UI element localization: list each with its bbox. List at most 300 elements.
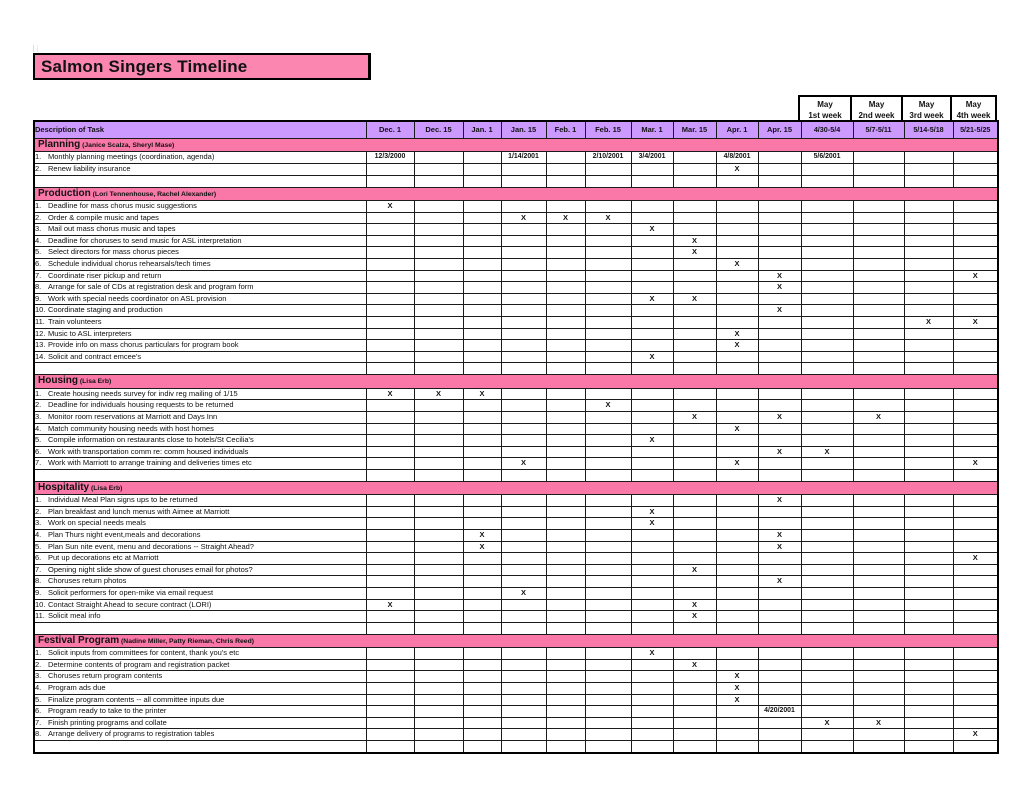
task-number: 3. <box>35 411 42 421</box>
empty-cell <box>853 495 904 507</box>
empty-cell <box>366 576 414 588</box>
mark-cell: X <box>758 305 801 317</box>
empty-cell <box>546 411 585 423</box>
task-cell <box>34 400 366 412</box>
empty-cell <box>953 671 998 683</box>
spacer-row <box>34 363 998 375</box>
empty-cell <box>758 659 801 671</box>
mark-cell: X <box>631 224 673 236</box>
empty-cell <box>904 446 953 458</box>
empty-cell <box>631 458 673 470</box>
task-label: Individual Meal Plan signs ups to be returned <box>48 495 198 505</box>
section-header-row <box>34 375 998 388</box>
empty-cell <box>366 683 414 695</box>
empty-cell <box>904 671 953 683</box>
empty-cell <box>758 435 801 447</box>
task-row <box>34 446 998 458</box>
section-name: Housing <box>38 375 78 387</box>
empty-cell <box>853 152 904 164</box>
empty-cell <box>904 258 953 270</box>
empty-cell <box>716 235 758 247</box>
empty-cell <box>904 729 953 741</box>
empty-cell <box>953 400 998 412</box>
empty-cell <box>758 458 801 470</box>
task-label: Opening night slide show of guest choruses email for photos? <box>48 564 253 574</box>
task-label: Train volunteers <box>48 316 102 326</box>
task-cell <box>34 683 366 695</box>
empty-cell <box>801 411 853 423</box>
task-row <box>34 212 998 224</box>
task-cell <box>34 247 366 259</box>
task-cell <box>34 388 366 400</box>
empty-cell <box>716 495 758 507</box>
empty-cell <box>801 506 853 518</box>
task-row <box>34 235 998 247</box>
task-row <box>34 224 998 236</box>
empty-cell <box>904 576 953 588</box>
task-cell <box>34 152 366 164</box>
empty-cell <box>501 553 546 565</box>
mark-cell: X <box>673 411 716 423</box>
task-row <box>34 305 998 317</box>
task-row <box>34 648 998 660</box>
empty-cell <box>585 435 631 447</box>
empty-cell <box>366 446 414 458</box>
empty-cell <box>716 247 758 259</box>
empty-cell <box>758 553 801 565</box>
empty-cell <box>546 152 585 164</box>
empty-cell <box>801 671 853 683</box>
empty-cell <box>673 576 716 588</box>
task-number: 5. <box>35 247 42 257</box>
empty-cell <box>716 541 758 553</box>
task-cell <box>34 212 366 224</box>
empty-cell <box>758 164 801 176</box>
empty-cell <box>853 576 904 588</box>
empty-cell <box>546 270 585 282</box>
empty-cell <box>414 175 463 187</box>
empty-cell <box>463 363 501 375</box>
empty-cell <box>463 235 501 247</box>
empty-cell <box>758 683 801 695</box>
task-row <box>34 530 998 542</box>
empty-cell <box>546 564 585 576</box>
task-cell <box>34 446 366 458</box>
empty-cell <box>631 622 673 634</box>
column-header: Jan. 1 <box>463 121 501 139</box>
empty-cell <box>501 340 546 352</box>
empty-cell <box>758 235 801 247</box>
may-week-label: 1st week <box>808 111 842 120</box>
empty-cell <box>673 518 716 530</box>
empty-cell <box>904 530 953 542</box>
empty-cell <box>801 175 853 187</box>
empty-cell <box>631 706 673 718</box>
empty-cell <box>463 694 501 706</box>
empty-cell <box>366 235 414 247</box>
empty-cell <box>801 258 853 270</box>
empty-cell <box>758 212 801 224</box>
empty-cell <box>904 152 953 164</box>
task-number: 10. <box>35 599 46 609</box>
empty-cell <box>631 340 673 352</box>
task-row <box>34 518 998 530</box>
task-cell <box>34 648 366 660</box>
task-label: Contact Straight Ahead to secure contract (LORI) <box>48 599 212 609</box>
mark-cell: X <box>501 588 546 600</box>
empty-cell <box>34 622 366 634</box>
empty-cell <box>758 506 801 518</box>
empty-cell <box>585 340 631 352</box>
empty-cell <box>414 164 463 176</box>
task-number: 6. <box>35 706 42 716</box>
mark-cell: X <box>953 458 998 470</box>
empty-cell <box>463 458 501 470</box>
empty-cell <box>414 282 463 294</box>
empty-cell <box>463 247 501 259</box>
task-row <box>34 351 998 363</box>
empty-cell <box>801 282 853 294</box>
task-row <box>34 706 998 718</box>
timeline-table <box>33 120 999 754</box>
empty-cell <box>585 706 631 718</box>
empty-cell <box>366 694 414 706</box>
empty-cell <box>801 458 853 470</box>
task-row <box>34 423 998 435</box>
empty-cell <box>953 706 998 718</box>
task-cell <box>34 694 366 706</box>
empty-cell <box>758 740 801 753</box>
empty-cell <box>546 541 585 553</box>
empty-cell <box>758 388 801 400</box>
empty-cell <box>631 694 673 706</box>
mark-cell: X <box>758 541 801 553</box>
empty-cell <box>366 740 414 753</box>
empty-cell <box>546 518 585 530</box>
may-month-label: May <box>817 100 833 109</box>
mark-cell: X <box>758 530 801 542</box>
empty-cell <box>546 671 585 683</box>
empty-cell <box>953 435 998 447</box>
empty-cell <box>758 671 801 683</box>
empty-cell <box>366 495 414 507</box>
task-cell <box>34 224 366 236</box>
empty-cell <box>904 175 953 187</box>
task-cell <box>34 293 366 305</box>
empty-cell <box>501 363 546 375</box>
empty-cell <box>801 648 853 660</box>
mark-cell: X <box>673 599 716 611</box>
empty-cell <box>463 175 501 187</box>
empty-cell <box>801 553 853 565</box>
empty-cell <box>953 694 998 706</box>
mark-cell: X <box>366 599 414 611</box>
empty-cell <box>716 270 758 282</box>
empty-cell <box>463 400 501 412</box>
empty-cell <box>546 694 585 706</box>
task-row <box>34 282 998 294</box>
empty-cell <box>853 201 904 213</box>
task-cell <box>34 411 366 423</box>
task-row <box>34 293 998 305</box>
column-header: 5/14-5/18 <box>904 121 953 139</box>
empty-cell <box>758 316 801 328</box>
empty-cell <box>585 611 631 623</box>
empty-cell <box>631 671 673 683</box>
mark-cell: X <box>716 258 758 270</box>
empty-cell <box>585 518 631 530</box>
empty-cell <box>953 648 998 660</box>
empty-cell <box>463 293 501 305</box>
column-header: 5/7-5/11 <box>853 121 904 139</box>
empty-cell <box>853 506 904 518</box>
empty-cell <box>716 363 758 375</box>
empty-cell <box>501 564 546 576</box>
empty-cell <box>673 400 716 412</box>
empty-cell <box>414 152 463 164</box>
empty-cell <box>716 201 758 213</box>
task-row <box>34 541 998 553</box>
section-people: (Lisa Erb) <box>78 378 112 386</box>
empty-cell <box>953 423 998 435</box>
empty-cell <box>801 518 853 530</box>
empty-cell <box>758 622 801 634</box>
empty-cell <box>585 588 631 600</box>
empty-cell <box>904 435 953 447</box>
empty-cell <box>546 648 585 660</box>
empty-cell <box>631 235 673 247</box>
empty-cell <box>546 506 585 518</box>
empty-cell <box>716 717 758 729</box>
task-row <box>34 564 998 576</box>
empty-cell <box>585 622 631 634</box>
empty-cell <box>953 576 998 588</box>
mark-cell: X <box>853 717 904 729</box>
empty-cell <box>904 388 953 400</box>
task-cell <box>34 351 366 363</box>
task-label: Work with special needs coordinator on ASL provision <box>48 293 227 303</box>
empty-cell <box>585 469 631 481</box>
section-name: Production <box>38 187 91 199</box>
empty-cell <box>501 506 546 518</box>
empty-cell <box>414 729 463 741</box>
empty-cell <box>546 305 585 317</box>
empty-cell <box>904 683 953 695</box>
empty-cell <box>801 423 853 435</box>
empty-cell <box>904 599 953 611</box>
empty-cell <box>673 469 716 481</box>
task-label: Arrange for sale of CDs at registration desk and program form <box>48 282 254 292</box>
empty-cell <box>801 351 853 363</box>
empty-cell <box>853 293 904 305</box>
empty-cell <box>631 316 673 328</box>
empty-cell <box>953 201 998 213</box>
empty-cell <box>414 506 463 518</box>
task-number: 7. <box>35 270 42 280</box>
section-header-cell <box>34 634 998 647</box>
task-cell <box>34 328 366 340</box>
empty-cell <box>366 588 414 600</box>
empty-cell <box>463 316 501 328</box>
mark-cell: X <box>673 293 716 305</box>
empty-cell <box>546 175 585 187</box>
mark-cell: X <box>463 530 501 542</box>
empty-cell <box>631 683 673 695</box>
task-label: Deadline for individuals housing requests to be returned <box>48 400 234 410</box>
empty-cell <box>366 659 414 671</box>
empty-cell <box>366 270 414 282</box>
empty-cell <box>366 351 414 363</box>
task-label: Provide info on mass chorus particulars for program book <box>48 340 239 350</box>
empty-cell <box>853 351 904 363</box>
empty-cell <box>414 423 463 435</box>
column-header: Mar. 1 <box>631 121 673 139</box>
task-number: 1. <box>35 388 42 398</box>
scan-artifact <box>33 45 43 52</box>
empty-cell <box>414 224 463 236</box>
task-cell <box>34 576 366 588</box>
empty-cell <box>953 305 998 317</box>
empty-cell <box>585 235 631 247</box>
empty-cell <box>34 175 366 187</box>
task-number: 3. <box>35 671 42 681</box>
task-label: Deadline for mass chorus music suggestions <box>48 201 197 210</box>
empty-cell <box>585 328 631 340</box>
empty-cell <box>501 316 546 328</box>
empty-cell <box>673 683 716 695</box>
empty-cell <box>546 235 585 247</box>
section-header-cell <box>34 481 998 494</box>
empty-cell <box>853 648 904 660</box>
empty-cell <box>853 258 904 270</box>
may-month-label: May <box>918 100 935 109</box>
empty-cell <box>904 164 953 176</box>
empty-cell <box>546 576 585 588</box>
empty-cell <box>716 316 758 328</box>
empty-cell <box>546 224 585 236</box>
task-cell <box>34 588 366 600</box>
empty-cell <box>414 518 463 530</box>
empty-cell <box>414 495 463 507</box>
empty-cell <box>853 175 904 187</box>
empty-cell <box>716 506 758 518</box>
empty-cell <box>414 305 463 317</box>
empty-cell <box>673 588 716 600</box>
mark-cell: X <box>673 235 716 247</box>
mark-cell: X <box>673 659 716 671</box>
empty-cell <box>853 328 904 340</box>
empty-cell <box>673 622 716 634</box>
empty-cell <box>953 469 998 481</box>
empty-cell <box>501 740 546 753</box>
task-label: Finish printing programs and collate <box>48 717 167 727</box>
empty-cell <box>953 506 998 518</box>
empty-cell <box>546 740 585 753</box>
task-label: Plan breakfast and lunch menus with Aimee at Marriott <box>48 506 230 516</box>
empty-cell <box>366 671 414 683</box>
empty-cell <box>414 400 463 412</box>
empty-cell <box>631 740 673 753</box>
mark-cell: X <box>463 388 501 400</box>
task-row <box>34 164 998 176</box>
task-number: 2. <box>35 164 42 173</box>
empty-cell <box>801 293 853 305</box>
empty-cell <box>366 506 414 518</box>
task-number: 2. <box>35 400 42 410</box>
empty-cell <box>758 351 801 363</box>
mark-cell: X <box>716 683 758 695</box>
mark-cell: X <box>673 611 716 623</box>
task-cell <box>34 553 366 565</box>
task-number: 5. <box>35 694 42 704</box>
task-row <box>34 400 998 412</box>
empty-cell <box>501 435 546 447</box>
column-header: Dec. 15 <box>414 121 463 139</box>
empty-cell <box>546 201 585 213</box>
task-number: 7. <box>35 717 42 727</box>
empty-cell <box>501 164 546 176</box>
empty-cell <box>631 164 673 176</box>
empty-cell <box>673 201 716 213</box>
empty-cell <box>904 328 953 340</box>
empty-cell <box>366 258 414 270</box>
task-row <box>34 316 998 328</box>
empty-cell <box>904 212 953 224</box>
mark-cell: X <box>631 351 673 363</box>
task-row <box>34 270 998 282</box>
empty-cell <box>853 305 904 317</box>
empty-cell <box>34 363 366 375</box>
empty-cell <box>631 729 673 741</box>
empty-cell <box>366 363 414 375</box>
empty-cell <box>546 588 585 600</box>
empty-cell <box>904 351 953 363</box>
section-header-cell <box>34 139 998 152</box>
empty-cell <box>585 388 631 400</box>
empty-cell <box>463 435 501 447</box>
empty-cell <box>463 423 501 435</box>
section-header-cell <box>34 187 998 200</box>
empty-cell <box>853 729 904 741</box>
empty-cell <box>673 648 716 660</box>
task-cell <box>34 659 366 671</box>
empty-cell <box>758 175 801 187</box>
empty-cell <box>758 328 801 340</box>
empty-cell <box>673 506 716 518</box>
page-title: Salmon Singers Timeline <box>33 53 371 80</box>
empty-cell <box>546 458 585 470</box>
empty-cell <box>463 351 501 363</box>
spacer-row <box>34 175 998 187</box>
empty-cell <box>366 212 414 224</box>
empty-cell <box>463 495 501 507</box>
mark-cell: X <box>414 388 463 400</box>
empty-cell <box>853 599 904 611</box>
empty-cell <box>546 553 585 565</box>
empty-cell <box>414 235 463 247</box>
empty-cell <box>904 541 953 553</box>
empty-cell <box>585 351 631 363</box>
task-row <box>34 258 998 270</box>
empty-cell <box>366 564 414 576</box>
empty-cell <box>585 576 631 588</box>
task-number: 6. <box>35 446 42 456</box>
empty-cell <box>414 671 463 683</box>
empty-cell <box>716 553 758 565</box>
empty-cell <box>673 717 716 729</box>
empty-cell <box>801 235 853 247</box>
may-week-headers <box>798 95 997 122</box>
